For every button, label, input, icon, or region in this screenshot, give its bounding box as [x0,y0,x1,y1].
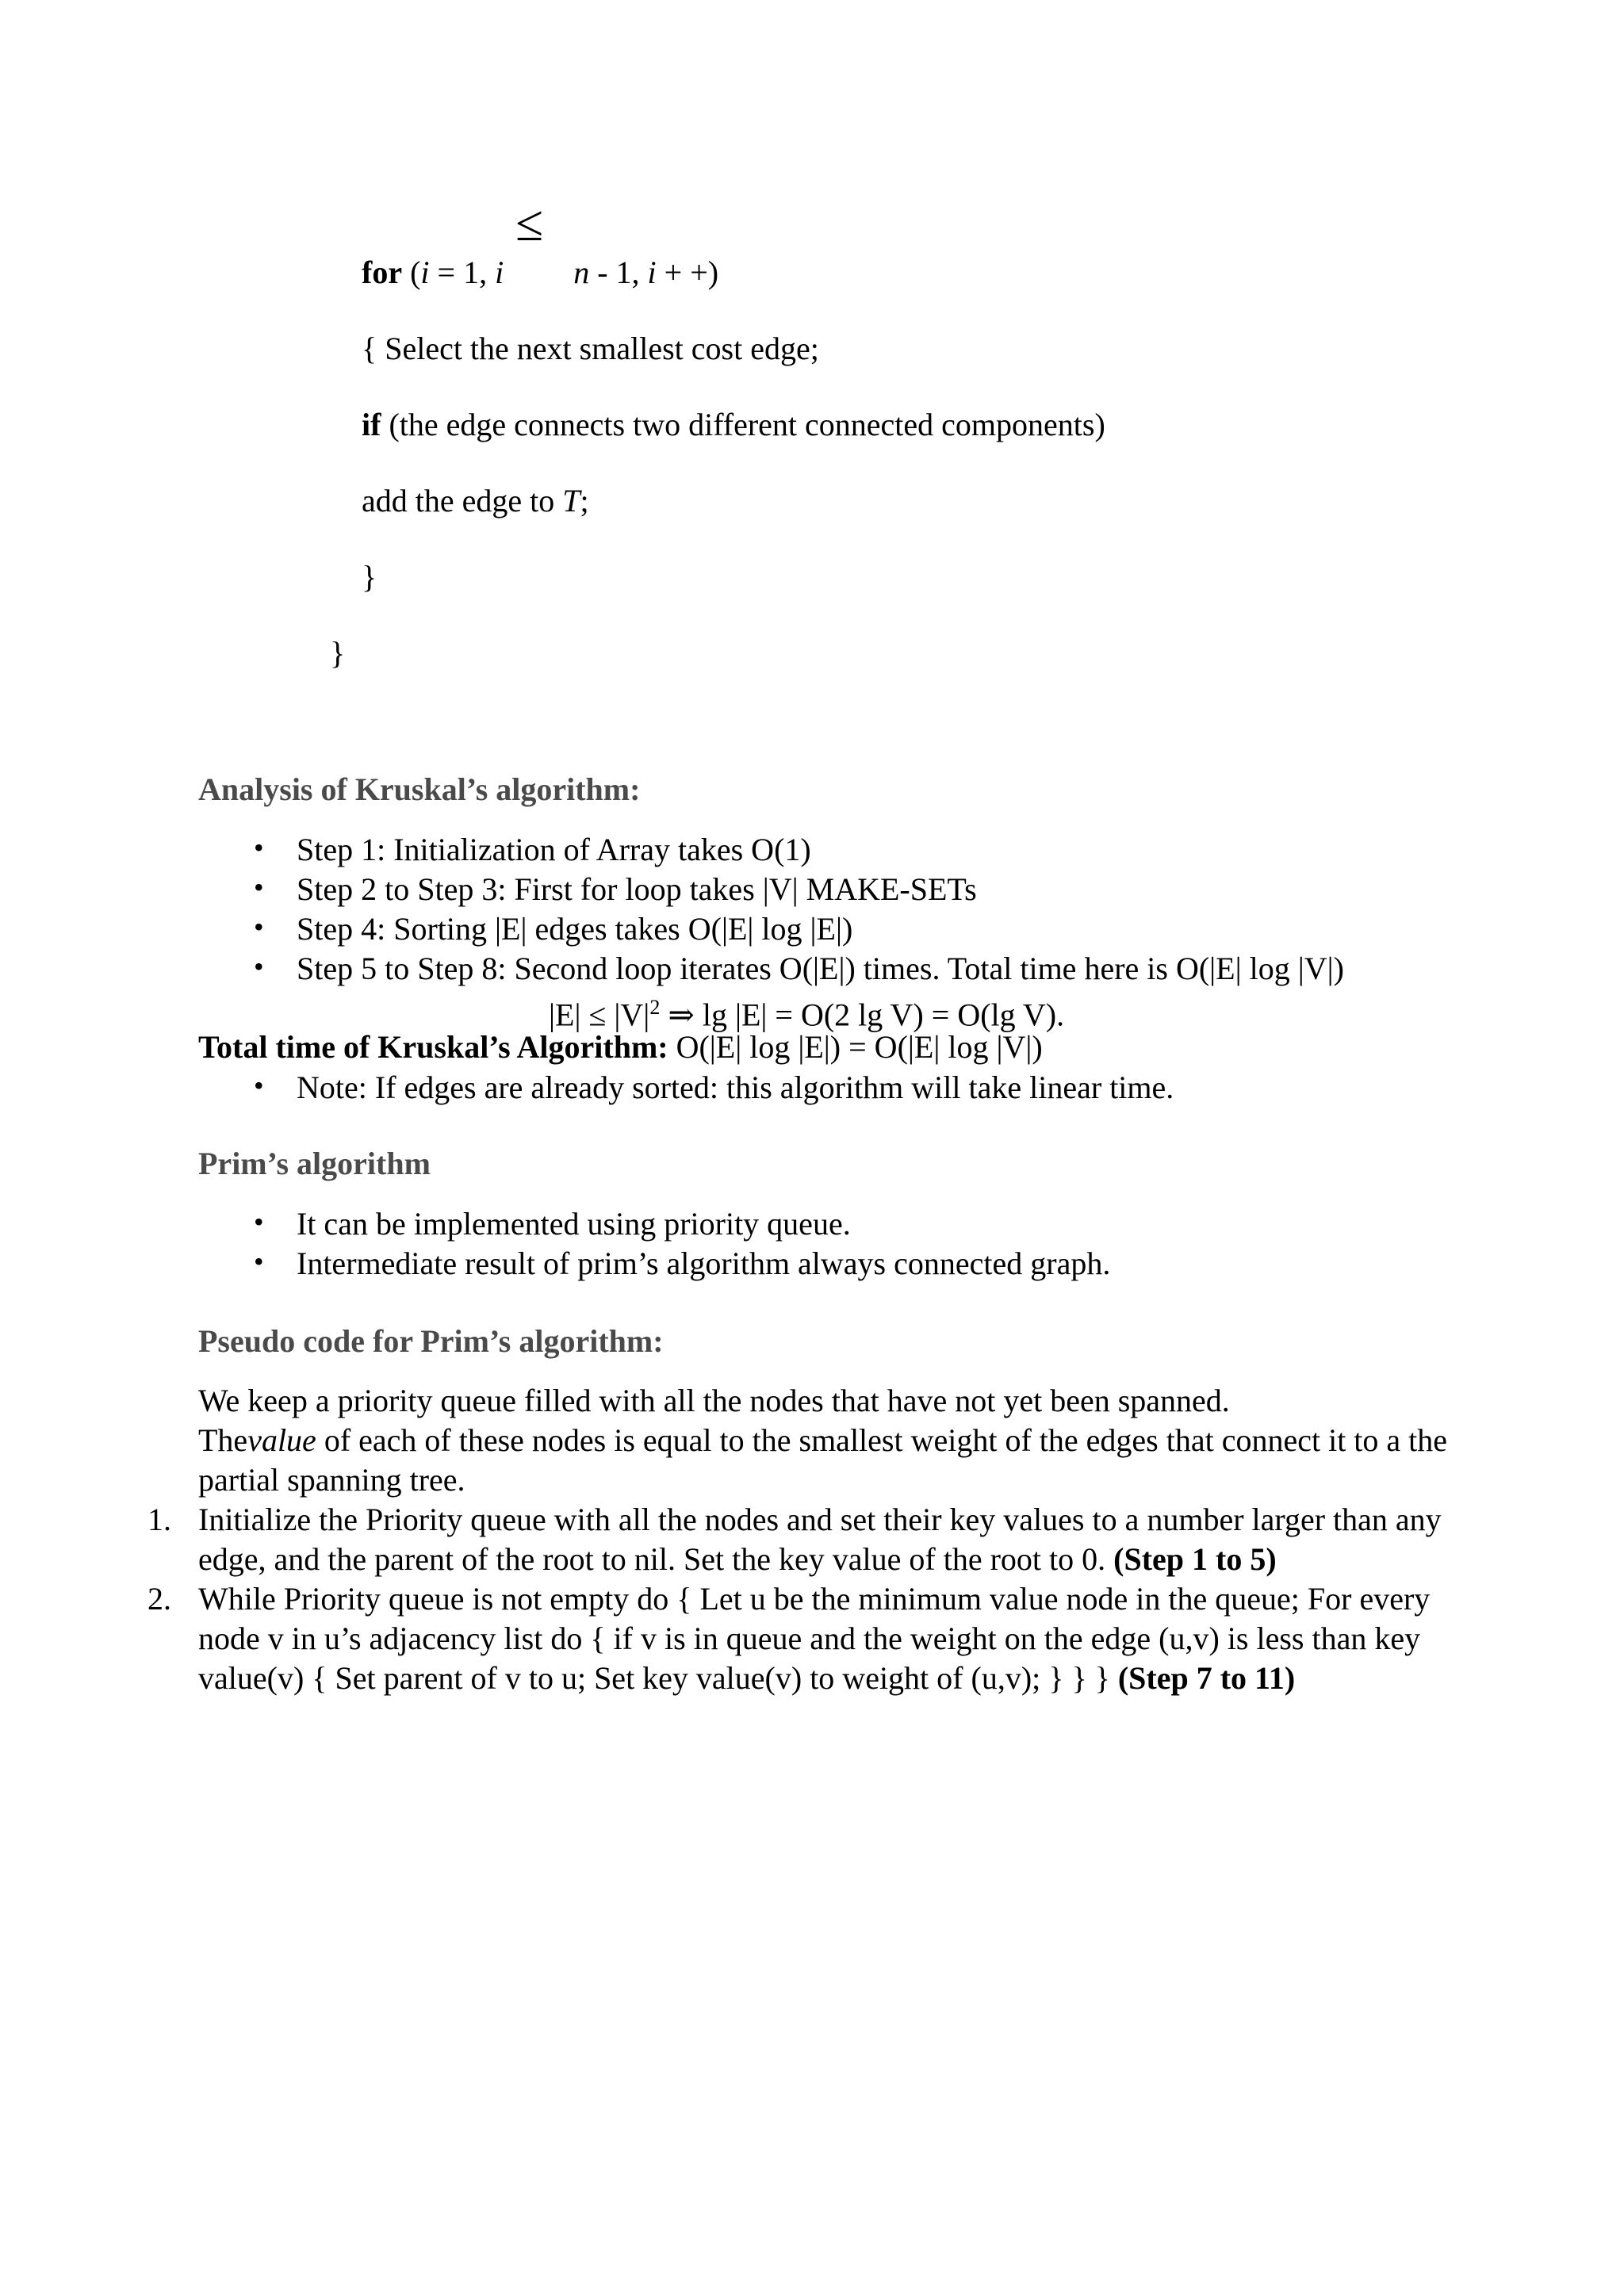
var-i: i [420,254,430,290]
bullet-icon: • [254,951,264,982]
close-brace-inner: } [362,559,377,595]
step-ref: (Step 7 to 11) [1117,1660,1296,1696]
pseudo-intro [198,1381,1451,1500]
bullet-text: Intermediate result of prim’s algorithm always connected graph. [297,1246,1111,1281]
if-line [362,406,1105,444]
list-number: 1. [147,1502,171,1537]
add-edge-pre: add the edge to [362,483,563,519]
bullet-text: Step 5 to Step 8: Second loop iterates O(|E|) times. Total time here is O(|E| log |V|) [297,951,1344,986]
bullet-text: It can be implemented using priority queue. [297,1206,851,1242]
note-text: Note: If edges are already sorted: this algorithm will take linear time. [297,1070,1174,1105]
formula-post: ⇒ lg |E| = O(2 lg V) = O(lg V). [660,997,1065,1033]
list-text [198,1579,1451,1698]
formula-sup: 2 [649,996,661,1019]
total-time-label: Total time of Kruskal’s Algorithm: [198,1029,668,1065]
bullet-icon: • [254,871,264,903]
intro-value: value [247,1422,316,1458]
for-loop-line [362,254,718,292]
for-open: ( [410,254,421,290]
for-keyword: for [362,254,403,290]
add-edge-post: ; [580,483,589,519]
bullet-icon: • [254,911,264,943]
step-ref: (Step 1 to 5) [1113,1541,1277,1577]
analysis-heading: Analysis of Kruskal’s algorithm: [198,771,641,807]
var-i-2: i [495,254,504,290]
pseudo-heading: Pseudo code for Prim’s algorithm: [198,1323,664,1359]
add-edge-line [362,482,589,520]
bullet-icon: • [254,1070,264,1101]
list-text [198,1500,1451,1579]
leq-symbol: ≤ [515,195,544,251]
for-tail-1: - 1, [589,254,648,290]
if-keyword: if [362,407,381,442]
total-time-line [198,1027,1043,1067]
step-text: Initialize the Priority queue with all the nodes and set their key values to a number larger than any edge, and the parent of the root to nil. Set the key value of the root to 0. [198,1502,1442,1577]
bullet-text: Step 1: Initialization of Array takes O(1) [297,832,811,867]
var-n: n [573,254,590,290]
select-edge-line: { Select the next smallest cost edge; [362,331,819,366]
for-eq: = 1, [429,254,496,290]
close-brace-outer: } [330,635,346,671]
var-i-3: i [647,254,657,290]
formula-pre: |E| ≤ |V| [549,997,650,1033]
var-T: T [562,483,580,519]
if-condition: (the edge connects two different connected components) [381,407,1105,442]
bullet-icon: • [254,832,264,863]
prim-heading: Prim’s algorithm [198,1146,431,1181]
for-tail-2: + +) [656,254,719,290]
bullet-icon: • [254,1206,264,1238]
intro-the: The [198,1422,248,1458]
intro-line-1: We keep a priority queue filled with all the nodes that have not yet been spanned. [198,1383,1230,1418]
bullet-text: Step 4: Sorting |E| edges takes O(|E| log |E|) [297,911,853,947]
bullet-icon: • [254,1246,264,1277]
step-text: While Priority queue is not empty do { Let u be the minimum value node in the queue; For every node v in u’s adjacency list do { if v is in queue and the weight on the edge (u,v) is less than key value(v) { Set parent of v to u; Set key value(v) to weight of (u,v); } } } [198,1581,1431,1696]
total-time-value: O(|E| log |E|) = O(|E| log |V|) [668,1029,1043,1065]
intro-rest: of each of these nodes is equal to the smallest weight of the edges that connect it to a the partial spanning tree. [198,1422,1448,1498]
bullet-text: Step 2 to Step 3: First for loop takes |V| MAKE-SETs [297,871,977,907]
list-number: 2. [147,1581,171,1617]
